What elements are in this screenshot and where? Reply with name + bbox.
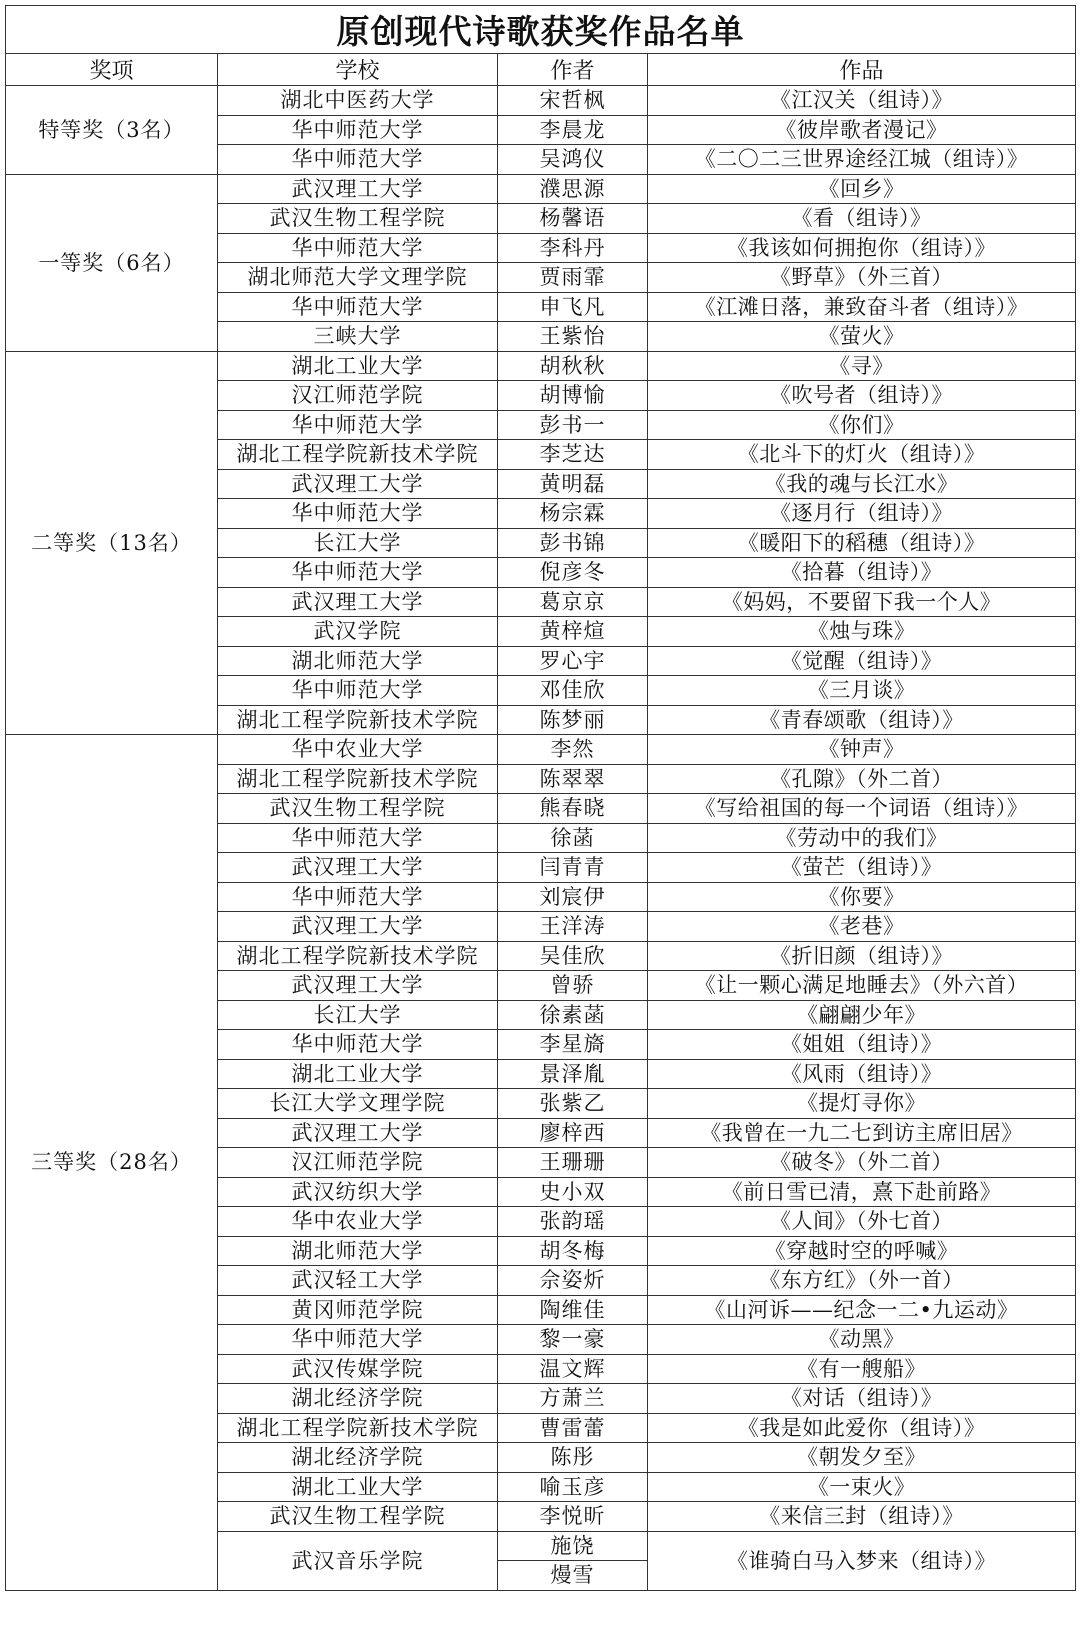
school-cell: 华中农业大学: [218, 1207, 498, 1237]
work-cell: 《江汉关（组诗）》: [648, 86, 1076, 116]
school-cell: 湖北工程学院新技术学院: [218, 764, 498, 794]
school-cell: 华中农业大学: [218, 735, 498, 765]
author-cell: 喻玉彦: [498, 1472, 648, 1502]
school-cell: 湖北工业大学: [218, 1059, 498, 1089]
school-cell: 武汉理工大学: [218, 971, 498, 1001]
school-cell: 华中师范大学: [218, 499, 498, 529]
school-cell: 华中师范大学: [218, 823, 498, 853]
author-cell: 李晨龙: [498, 115, 648, 145]
page-title: 原创现代诗歌获奖作品名单: [6, 6, 1076, 54]
author-cell: 王珊珊: [498, 1148, 648, 1178]
author-cell: 吴鸿仪: [498, 145, 648, 175]
school-cell: 华中师范大学: [218, 676, 498, 706]
school-cell: 湖北师范大学: [218, 1236, 498, 1266]
work-cell: 《我的魂与长江水》: [648, 469, 1076, 499]
author-cell: 熊春晓: [498, 794, 648, 824]
work-cell: 《拾暮（组诗）》: [648, 558, 1076, 588]
school-cell: 湖北中医药大学: [218, 86, 498, 116]
table-row: [6, 174, 1076, 204]
school-cell: 长江大学: [218, 1000, 498, 1030]
work-cell: 《动黑》: [648, 1325, 1076, 1355]
school-cell: 汉江师范学院: [218, 1148, 498, 1178]
author-cell: 杨宗霖: [498, 499, 648, 529]
author-cell: 黄梓煊: [498, 617, 648, 647]
table-row: [6, 351, 1076, 381]
work-cell: 《萤火》: [648, 322, 1076, 352]
author-cell: 曹雷蕾: [498, 1413, 648, 1443]
work-cell: 《谁骑白马入梦来（组诗）》: [648, 1531, 1076, 1590]
work-cell: 《野草》（外三首）: [648, 263, 1076, 293]
school-cell: 华中师范大学: [218, 233, 498, 263]
school-cell: 华中师范大学: [218, 1030, 498, 1060]
school-cell: 武汉理工大学: [218, 853, 498, 883]
school-cell: 武汉理工大学: [218, 587, 498, 617]
work-cell: 《青春颂歌（组诗）》: [648, 705, 1076, 735]
author-cell: 彭书一: [498, 410, 648, 440]
school-cell: 武汉传媒学院: [218, 1354, 498, 1384]
work-cell: 《看（组诗）》: [648, 204, 1076, 234]
author-cell: 温文辉: [498, 1354, 648, 1384]
author-cell: 徐素菡: [498, 1000, 648, 1030]
table-row: [6, 86, 1076, 116]
author-cell: 闫青青: [498, 853, 648, 883]
header-school: 学校: [218, 54, 498, 86]
school-cell: 华中师范大学: [218, 1325, 498, 1355]
work-cell: 《逐月行（组诗）》: [648, 499, 1076, 529]
work-cell: 《前日雪已清，熹下赴前路》: [648, 1177, 1076, 1207]
award-category-cell: 二等奖（13名）: [6, 351, 218, 735]
school-cell: 湖北工程学院新技术学院: [218, 1413, 498, 1443]
work-cell: 《劳动中的我们》: [648, 823, 1076, 853]
school-cell: 湖北工程学院新技术学院: [218, 440, 498, 470]
work-cell: 《钟声》: [648, 735, 1076, 765]
author-cell: 施饶: [498, 1531, 648, 1561]
school-cell: 长江大学: [218, 528, 498, 558]
work-cell: 《有一艘船》: [648, 1354, 1076, 1384]
author-cell: 陈翠翠: [498, 764, 648, 794]
header-work: 作品: [648, 54, 1076, 86]
school-cell: 武汉音乐学院: [218, 1531, 498, 1590]
school-cell: 华中师范大学: [218, 410, 498, 440]
school-cell: 汉江师范学院: [218, 381, 498, 411]
header-author: 作者: [498, 54, 648, 86]
author-cell: 邓佳欣: [498, 676, 648, 706]
work-cell: 《写给祖国的每一个词语（组诗）》: [648, 794, 1076, 824]
author-cell: 李芝达: [498, 440, 648, 470]
author-cell: 申飞凡: [498, 292, 648, 322]
school-cell: 湖北师范大学文理学院: [218, 263, 498, 293]
school-cell: 武汉理工大学: [218, 174, 498, 204]
school-cell: 武汉学院: [218, 617, 498, 647]
school-cell: 湖北经济学院: [218, 1384, 498, 1414]
author-cell: 黄明磊: [498, 469, 648, 499]
work-cell: 《三月谈》: [648, 676, 1076, 706]
work-cell: 《暖阳下的稻穗（组诗）》: [648, 528, 1076, 558]
work-cell: 《吹号者（组诗）》: [648, 381, 1076, 411]
author-cell: 刘宸伊: [498, 882, 648, 912]
author-cell: 史小双: [498, 1177, 648, 1207]
author-cell: 王紫怡: [498, 322, 648, 352]
author-cell: 陈梦丽: [498, 705, 648, 735]
author-cell: 胡博愉: [498, 381, 648, 411]
author-cell: 佘姿炘: [498, 1266, 648, 1296]
school-cell: 长江大学文理学院: [218, 1089, 498, 1119]
work-cell: 《折旧颜（组诗）》: [648, 941, 1076, 971]
school-cell: 武汉纺织大学: [218, 1177, 498, 1207]
author-cell: 黎一豪: [498, 1325, 648, 1355]
author-cell: 濮思源: [498, 174, 648, 204]
work-cell: 《江滩日落，兼致奋斗者（组诗）》: [648, 292, 1076, 322]
author-cell: 倪彦冬: [498, 558, 648, 588]
work-cell: 《破冬》（外二首）: [648, 1148, 1076, 1178]
table-body: [6, 86, 1076, 1591]
author-cell: 陶维佳: [498, 1295, 648, 1325]
author-cell: 胡冬梅: [498, 1236, 648, 1266]
work-cell: 《觉醒（组诗）》: [648, 646, 1076, 676]
school-cell: 武汉理工大学: [218, 912, 498, 942]
school-cell: 湖北工程学院新技术学院: [218, 705, 498, 735]
school-cell: 湖北师范大学: [218, 646, 498, 676]
work-cell: 《彼岸歌者漫记》: [648, 115, 1076, 145]
award-list-table: [5, 5, 1076, 1591]
work-cell: 《对话（组诗）》: [648, 1384, 1076, 1414]
header-award: 奖项: [6, 54, 218, 86]
author-cell: 徐菡: [498, 823, 648, 853]
school-cell: 湖北经济学院: [218, 1443, 498, 1473]
award-category-cell: 一等奖（6名）: [6, 174, 218, 351]
author-cell: 李星旖: [498, 1030, 648, 1060]
school-cell: 武汉理工大学: [218, 469, 498, 499]
school-cell: 华中师范大学: [218, 292, 498, 322]
work-cell: 《你们》: [648, 410, 1076, 440]
author-cell: 张紫乙: [498, 1089, 648, 1119]
school-cell: 武汉生物工程学院: [218, 1502, 498, 1532]
author-cell: 曾骄: [498, 971, 648, 1001]
school-cell: 华中师范大学: [218, 145, 498, 175]
work-cell: 《穿越时空的呼喊》: [648, 1236, 1076, 1266]
work-cell: 《风雨（组诗）》: [648, 1059, 1076, 1089]
school-cell: 湖北工程学院新技术学院: [218, 941, 498, 971]
column-header-row: [6, 54, 1076, 86]
work-cell: 《回乡》: [648, 174, 1076, 204]
author-cell: 胡秋秋: [498, 351, 648, 381]
work-cell: 《你要》: [648, 882, 1076, 912]
author-cell: 李然: [498, 735, 648, 765]
award-category-cell: 三等奖（28名）: [6, 735, 218, 1591]
work-cell: 《姐姐（组诗）》: [648, 1030, 1076, 1060]
work-cell: 《老巷》: [648, 912, 1076, 942]
author-cell: 宋哲枫: [498, 86, 648, 116]
author-cell: 吴佳欣: [498, 941, 648, 971]
work-cell: 《让一颗心满足地睡去》（外六首）: [648, 971, 1076, 1001]
school-cell: 武汉生物工程学院: [218, 204, 498, 234]
title-row: [6, 6, 1076, 54]
author-cell: 罗心宇: [498, 646, 648, 676]
author-cell: 廖梓西: [498, 1118, 648, 1148]
author-cell: 杨馨语: [498, 204, 648, 234]
work-cell: 《提灯寻你》: [648, 1089, 1076, 1119]
school-cell: 黄冈师范学院: [218, 1295, 498, 1325]
work-cell: 《烛与珠》: [648, 617, 1076, 647]
school-cell: 湖北工业大学: [218, 351, 498, 381]
author-cell: 熳雪: [498, 1561, 648, 1591]
work-cell: 《我曾在一九二七到访主席旧居》: [648, 1118, 1076, 1148]
work-cell: 《山河诉——纪念一二•九运动》: [648, 1295, 1076, 1325]
author-cell: 李科丹: [498, 233, 648, 263]
table-row: [6, 735, 1076, 765]
author-cell: 王洋涛: [498, 912, 648, 942]
school-cell: 三峡大学: [218, 322, 498, 352]
author-cell: 贾雨霏: [498, 263, 648, 293]
author-cell: 方萧兰: [498, 1384, 648, 1414]
school-cell: 华中师范大学: [218, 115, 498, 145]
work-cell: 《寻》: [648, 351, 1076, 381]
work-cell: 《孔隙》（外二首）: [648, 764, 1076, 794]
school-cell: 华中师范大学: [218, 558, 498, 588]
work-cell: 《萤芒（组诗）》: [648, 853, 1076, 883]
author-cell: 张韵瑶: [498, 1207, 648, 1237]
work-cell: 《来信三封（组诗）》: [648, 1502, 1076, 1532]
work-cell: 《一束火》: [648, 1472, 1076, 1502]
work-cell: 《二〇二三世界途经江城（组诗）》: [648, 145, 1076, 175]
school-cell: 武汉理工大学: [218, 1118, 498, 1148]
work-cell: 《朝发夕至》: [648, 1443, 1076, 1473]
school-cell: 湖北工业大学: [218, 1472, 498, 1502]
author-cell: 彭书锦: [498, 528, 648, 558]
work-cell: 《北斗下的灯火（组诗）》: [648, 440, 1076, 470]
work-cell: 《妈妈，不要留下我一个人》: [648, 587, 1076, 617]
work-cell: 《我是如此爱你（组诗）》: [648, 1413, 1076, 1443]
work-cell: 《翩翩少年》: [648, 1000, 1076, 1030]
author-cell: 葛京京: [498, 587, 648, 617]
work-cell: 《东方红》（外一首）: [648, 1266, 1076, 1296]
author-cell: 陈彤: [498, 1443, 648, 1473]
school-cell: 武汉轻工大学: [218, 1266, 498, 1296]
award-category-cell: 特等奖（3名）: [6, 86, 218, 175]
school-cell: 华中师范大学: [218, 882, 498, 912]
work-cell: 《人间》（外七首）: [648, 1207, 1076, 1237]
school-cell: 武汉生物工程学院: [218, 794, 498, 824]
author-cell: 景泽胤: [498, 1059, 648, 1089]
work-cell: 《我该如何拥抱你（组诗）》: [648, 233, 1076, 263]
author-cell: 李悦昕: [498, 1502, 648, 1532]
